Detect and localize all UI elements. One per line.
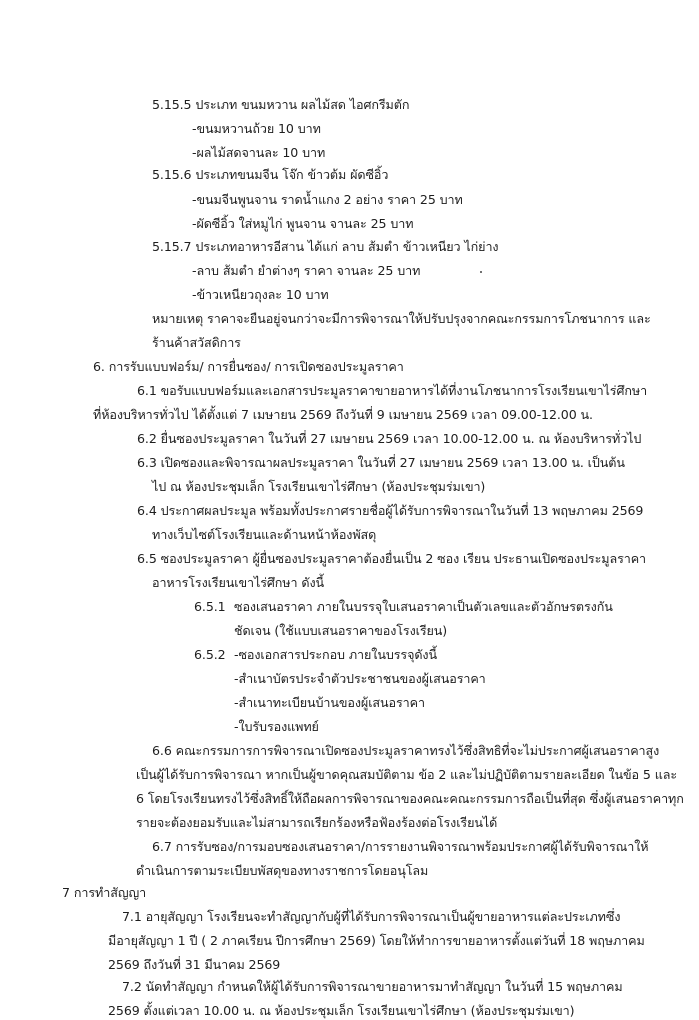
- item-6-6-line-2: เป็นผู้ได้รับการพิจารณา หากเป็นผู้ขาดคุณสมบัติตาม ข้อ 2 และไม่ปฏิบัติตามรายละเอียด ในข้อ 5 และ: [136, 767, 678, 782]
- item-5-15-5-price-1: -ขนมหวานถ้วย 10 บาท: [192, 121, 321, 136]
- item-5-15-7-price-2: -ข้าวเหนียวถุงละ 10 บาท: [192, 287, 329, 302]
- item-6-5-2-line-4: -ใบรับรองแพทย์: [234, 719, 319, 734]
- item-6-5-2-number: 6.5.2: [194, 647, 226, 662]
- item-7-2-line-2: 2569 ตั้งแต่เวลา 10.00 น. ณ ห้องประชุมเล็ก โรงเรียนเขาไร่ศึกษา (ห้องประชุมร่มเขา): [108, 1003, 575, 1018]
- note-line-1: หมายเหตุ ราคาจะยืนอยู่จนกว่าจะมีการพิจารณาให้ปรับปรุงจากคณะกรรมการโภชนาการ และ: [152, 311, 651, 326]
- item-6-6-line-3: 6 โดยโรงเรียนทรงไว้ซึ่งสิทธิ์ให้ถือผลการพิจารณาของคณะคณะกรรมการถือเป็นที่สุด ซึ่งผู้เสนอราคาทุก: [136, 791, 684, 806]
- section-7-heading: 7 การทำสัญญา: [62, 885, 147, 900]
- item-6-5-2-line-1: -ซองเอกสารประกอบ ภายในบรรจุดังนี้: [234, 647, 437, 662]
- item-6-1-line-2: ที่ห้องบริหารทั่วไป ได้ตั้งแต่ 7 เมษายน 2569 ถึงวันที่ 9 เมษายน 2569 เวลา 09.00-12.00 น.: [93, 407, 593, 422]
- item-7-1-line-3: 2569 ถึงวันที่ 31 มีนาคม 2569: [108, 957, 281, 972]
- item-6-2: 6.2 ยื่นซองประมูลราคา ในวันที่ 27 เมษายน 2569 เวลา 10.00-12.00 น. ณ ห้องบริหารทั่วไป: [137, 431, 642, 446]
- note-line-2: ร้านค้าสวัสดิการ: [152, 335, 241, 350]
- item-6-7-line-1: 6.7 การรับซอง/การมอบซองเสนอราคา/การรายงานพิจารณาพร้อมประกาศผู้ได้รับพิจารณาให้: [152, 839, 649, 854]
- item-5-15-7: 5.15.7 ประเภทอาหารอีสาน ได้แก่ ลาบ ส้มตำ ข้าวเหนียว ไก่ย่าง: [152, 239, 499, 254]
- item-6-1-line-1: 6.1 ขอรับแบบฟอร์มและเอกสารประมูลราคาขายอาหารได้ที่งานโภชนาการโรงเรียนเขาไร่ศึกษา: [137, 383, 648, 398]
- item-6-5-1-line-2: ชัดเจน (ใช้แบบเสนอราคาของโรงเรียน): [234, 623, 448, 638]
- item-5-15-6-price-2: -ผัดซีอิ้ว ใส่หมูไก่ พูนจาน จานละ 25 บาท: [192, 216, 414, 231]
- item-6-7-line-2: ดำเนินการตามระเบียบพัสดุของทางราชการโดยอนุโลม: [136, 863, 429, 878]
- item-6-4-line-2: ทางเว็บไซต์โรงเรียนและด้านหน้าห้องพัสดุ: [152, 527, 377, 542]
- item-7-1-line-1: 7.1 อายุสัญญา โรงเรียนจะทำสัญญากับผู้ที่ได้รับการพิจารณาเป็นผู้ขายอาหารแต่ละประเภทซึ่ง: [122, 909, 621, 924]
- item-6-5-line-1: 6.5 ซองประมูลราคา ผู้ยื่นซองประมูลราคาต้องยื่นเป็น 2 ซอง เรียน ประธานเปิดซองประมูลราคา: [137, 551, 647, 566]
- item-5-15-6: 5.15.6 ประเภทขนมจีน โจ๊ก ข้าวต้ม ผัดซีอิ้ว: [152, 167, 389, 182]
- item-6-4-line-1: 6.4 ประกาศผลประมูล พร้อมทั้งประกาศรายชื่อผู้ได้รับการพิจารณาในวันที่ 13 พฤษภาคม 2569: [137, 503, 644, 518]
- item-5-15-5-price-2: -ผลไม้สดจานละ 10 บาท: [192, 145, 326, 160]
- section-6-heading: 6. การรับแบบฟอร์ม/ การยื่นซอง/ การเปิดซองประมูลราคา: [93, 359, 404, 374]
- item-6-5-2-line-2: -สำเนาบัตรประจำตัวประชาชนของผู้เสนอราคา: [234, 671, 486, 686]
- item-6-5-line-2: อาหารโรงเรียนเขาไร่ศึกษา ดังนี้: [152, 575, 325, 590]
- stray-mark: [480, 271, 482, 273]
- item-6-5-1-line-1: ซองเสนอราคา ภายในบรรจุใบเสนอราคาเป็นตัวเลขและตัวอักษรตรงกัน: [234, 599, 613, 614]
- item-6-3-line-1: 6.3 เปิดซองและพิจารณาผลประมูลราคา ในวันที่ 27 เมษายน 2569 เวลา 13.00 น. เป็นต้น: [137, 455, 625, 470]
- item-6-5-1-number: 6.5.1: [194, 599, 226, 614]
- item-5-15-6-price-1: -ขนมจีนพูนจาน ราดน้ำแกง 2 อย่าง ราคา 25 บาท: [192, 192, 463, 207]
- item-5-15-7-price-1: -ลาบ ส้มตำ ยำต่างๆ ราคา จานละ 25 บาท: [192, 263, 421, 278]
- item-7-1-line-2: มีอายุสัญญา 1 ปี ( 2 ภาคเรียน ปีการศึกษา 2569) โดยให้ทำการขายอาหารตั้งแต่วันที่ 18 พฤษภาคม: [108, 933, 645, 948]
- item-6-6-line-4: รายจะต้องยอมรับและไม่สามารถเรียกร้องหรือฟ้องร้องต่อโรงเรียนได้: [136, 815, 498, 830]
- item-6-5-2-line-3: -สำเนาทะเบียนบ้านของผู้เสนอราคา: [234, 695, 425, 710]
- item-6-3-line-2: ไป ณ ห้องประชุมเล็ก โรงเรียนเขาไร่ศึกษา (ห้องประชุมร่มเขา): [152, 479, 486, 494]
- item-5-15-5: 5.15.5 ประเภท ขนมหวาน ผลไม้สด ไอศกรีมตัก: [152, 97, 410, 112]
- item-7-2-line-1: 7.2 นัดทำสัญญา กำหนดให้ผู้ได้รับการพิจารณาขายอาหารมาทำสัญญา ในวันที่ 15 พฤษภาคม: [122, 979, 623, 994]
- item-6-6-line-1: 6.6 คณะกรรมการการพิจารณาเปิดซองประมูลราคาทรงไว้ซึ่งสิทธิที่จะไม่ประกาศผู้เสนอราคาสูง: [152, 743, 660, 758]
